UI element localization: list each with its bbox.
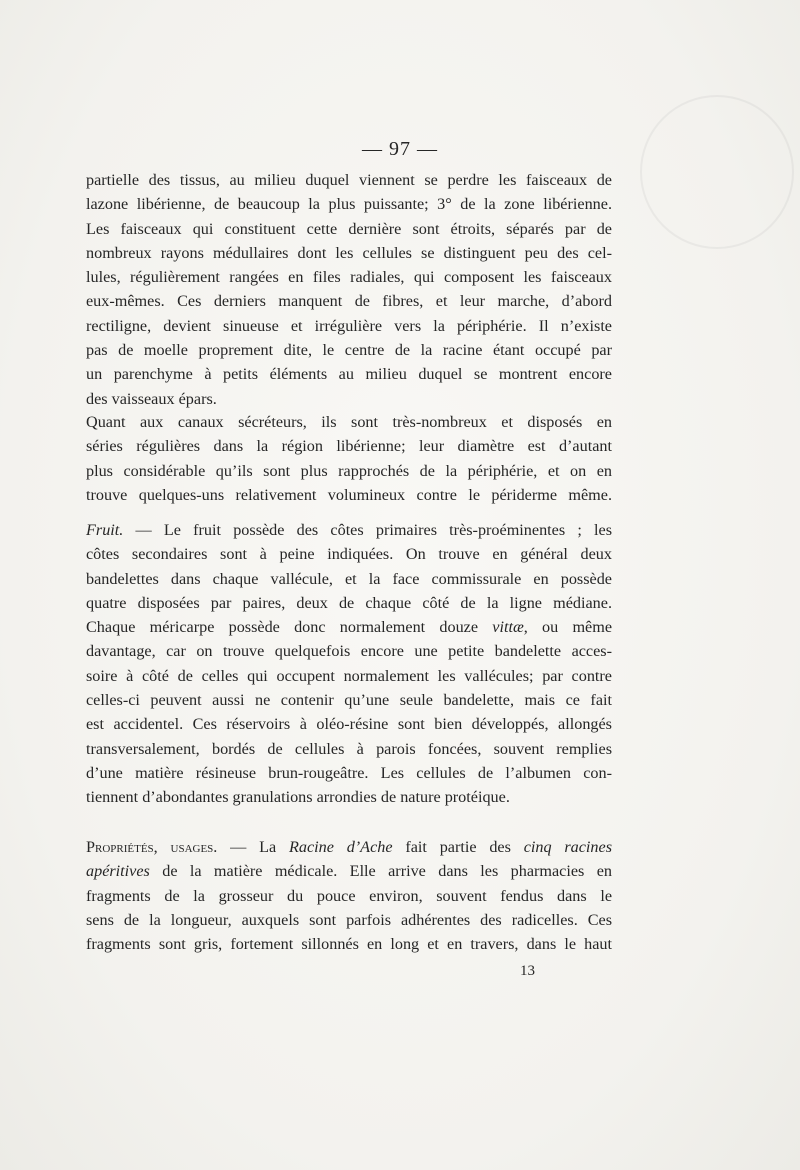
page-number: — 97 — — [362, 138, 438, 160]
text-line: trouve quelques-uns relativement volumineux contre le périderme même. — [86, 485, 612, 504]
text-line: fragments sont gris, fortement sillonnés en long et en travers, dans le haut — [86, 935, 612, 954]
text-line: pas de moelle proprement dite, le centre de la racine étant occupé par — [86, 341, 612, 360]
text-line: lazone libérienne, de beaucoup la plus puissante; 3° de la zone libérienne. — [86, 195, 612, 214]
text-line: des vaisseaux épars. — [86, 389, 217, 408]
text-line: plus considérable qu’ils sont plus rapprochés de la périphérie, et on en — [86, 461, 612, 480]
paragraph-fruit — [86, 518, 612, 810]
text-line: fragments de la grosseur du pouce environ, souvent fendus dans le — [86, 886, 612, 905]
text-line: côtes secondaires sont à peine indiquées. On trouve en général deux — [86, 545, 612, 564]
text-line: apéritives de la matière médicale. Elle arrive dans les pharmacies en — [86, 862, 612, 881]
text-line: transversalement, bordés de cellules à parois foncées, souvent remplies — [86, 739, 612, 758]
text-line: Chaque méricarpe possède donc normalement douze vittæ, ou même — [86, 618, 613, 637]
text-line: Fruit. — Le fruit possède des côtes primaires très-proéminentes ; les — [86, 521, 612, 539]
text-line: soire à côté de celles qui occupent normalement les vallécules; par contre — [86, 666, 612, 685]
text-line: celles-ci peuvent aussi ne contenir qu’une seule bandelette, mais ce fait — [86, 691, 612, 710]
text-line: nombreux rayons médullaires dont les cellules se distinguent peu des cel- — [86, 243, 612, 262]
library-stamp-faint — [640, 95, 794, 249]
text-line: Les faisceaux qui constituent cette dernière sont étroits, séparés par de — [86, 219, 612, 238]
text-line: lules, régulièrement rangées en files radiales, qui composent les faisceaux — [86, 268, 612, 287]
text-line: Quant aux canaux sécréteurs, ils sont très-nombreux et disposés en — [86, 413, 612, 431]
text-line: bandelettes dans chaque vallécule, et la face commissurale en possède — [86, 569, 612, 588]
text-line: sens de la longueur, auxquels sont parfois adhérentes des radicelles. Ces — [86, 910, 612, 929]
italic-term: vittæ — [492, 618, 524, 637]
signature-mark: 13 — [520, 963, 535, 979]
text-line: est accidentel. Ces réservoirs à oléo-résine sont bien développés, allongés — [86, 715, 612, 734]
text-line: Propriétés, usages. — La Racine d’Ache fait partie des cinq racines — [86, 838, 613, 856]
text-line: séries régulières dans la région libérienne; leur diamètre est d’autant — [86, 437, 612, 456]
italic-term: cinq racines — [523, 838, 613, 856]
text-line: un parenchyme à petits éléments au milieu duquel se montrent encore — [86, 365, 612, 384]
text-line: eux-mêmes. Ces derniers manquent de fibres, et leur marche, d’abord — [86, 292, 612, 311]
italic-term: Racine d’Ache — [288, 838, 393, 856]
paragraph-secretory-canals — [86, 410, 612, 507]
text-line: partielle des tissus, au milieu duquel viennent se perdre les faisceaux de — [86, 171, 612, 189]
text-line: tiennent d’abondantes granulations arrondies de nature protéique. — [86, 788, 510, 807]
paragraph-properties-uses — [86, 835, 612, 956]
section-heading-fruit: Fruit. — [86, 521, 124, 539]
text-line: davantage, car on trouve quelquefois encore une petite bandelette acces- — [86, 642, 612, 661]
italic-term: apéritives — [86, 862, 150, 881]
section-heading-properties: Propriétés, usages. — [86, 838, 218, 856]
text-line: quatre disposées par paires, deux de chaque côté de la ligne médiane. — [86, 593, 612, 612]
text-line: d’une matière résineuse brun-rougeâtre. Les cellules de l’albumen con- — [86, 763, 612, 782]
paragraph-root-anatomy — [86, 168, 612, 411]
text-line: rectiligne, devient sinueuse et irrégulière vers la périphérie. Il n’existe — [86, 316, 612, 335]
